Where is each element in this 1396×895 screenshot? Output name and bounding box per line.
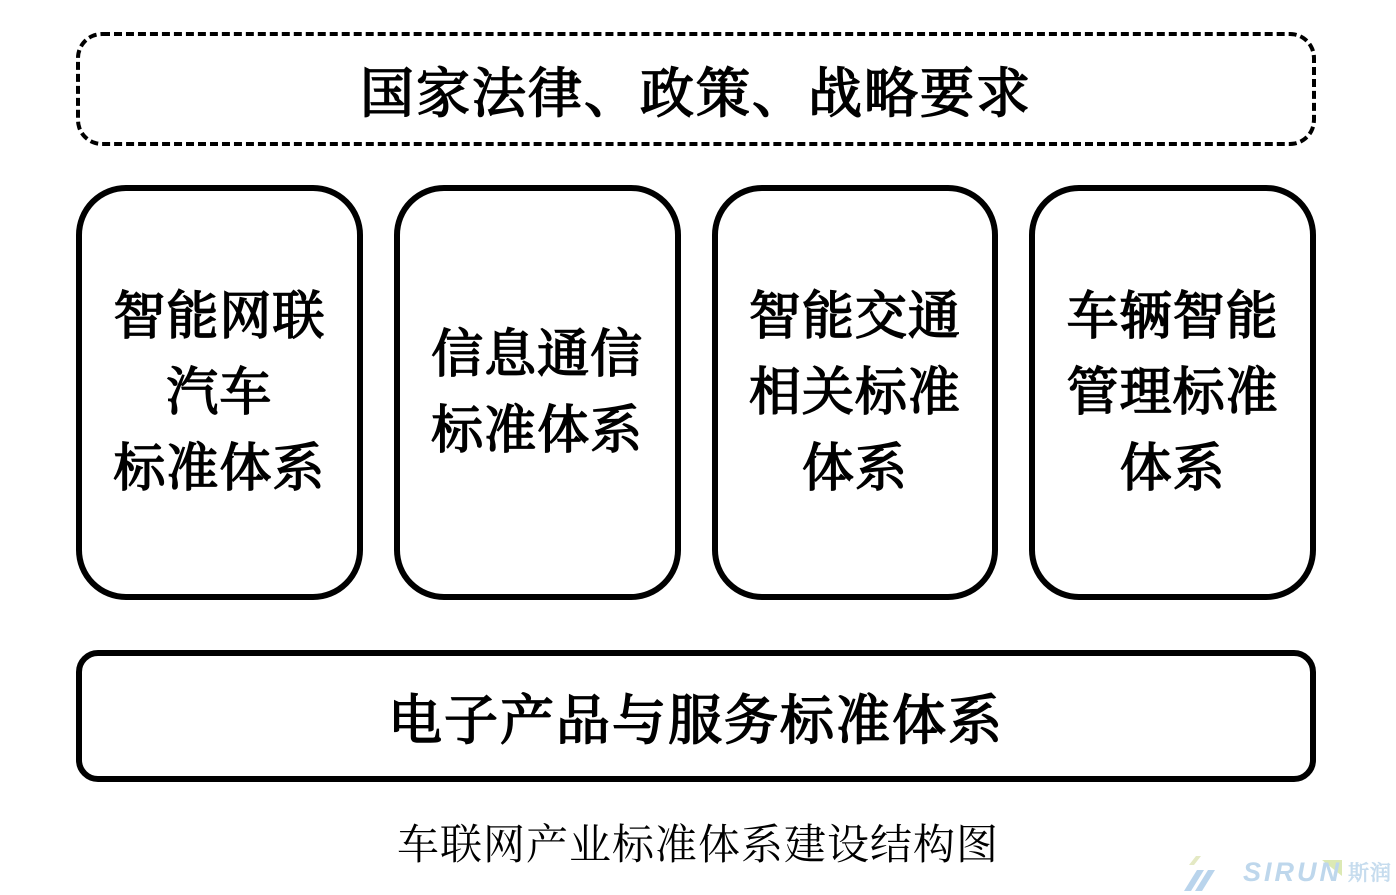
sirun-brand-text — [1243, 857, 1342, 888]
pillar-information-communication-standards — [394, 185, 681, 600]
pillar-label-line: 智能网联 — [113, 287, 326, 346]
pillar-label-line: 相关标准 — [748, 363, 961, 422]
pillar-label-line: 体系 — [1119, 439, 1226, 498]
pillar-label-line: 标准体系 — [113, 439, 326, 498]
pillar-label-line: 标准体系 — [431, 401, 644, 460]
pillar-row — [76, 185, 1316, 600]
pillar-label-line: 车辆智能 — [1066, 287, 1279, 346]
pillar-intelligent-connected-vehicle-standards — [76, 185, 363, 600]
pillar-label-line: 管理标准 — [1066, 363, 1279, 422]
tier-electronic-products-services-standards — [76, 650, 1316, 782]
sirun-watermark — [1177, 851, 1392, 893]
pillar-label-line: 智能交通 — [748, 287, 961, 346]
sirun-slashes-icon — [1177, 851, 1237, 893]
figure-caption: 车联网产业标准体系建设结构图 — [396, 821, 999, 868]
sirun-brand-label: SIRUN — [1242, 856, 1342, 887]
electronic-products-services-label: 电子产品与服务标准体系 — [388, 690, 1004, 751]
tier-national-requirements — [76, 32, 1316, 146]
sirun-brand-chinese: 斯润 — [1348, 862, 1392, 885]
pillar-label-line: 信息通信 — [431, 325, 644, 384]
pillar-intelligent-transport-standards — [712, 185, 999, 600]
pillar-vehicle-intelligent-management-standards — [1029, 185, 1316, 600]
pillar-label-line: 体系 — [801, 439, 908, 498]
pillar-label-line: 汽车 — [166, 363, 273, 422]
national-requirements-label: 国家法律、政策、战略要求 — [360, 63, 1032, 124]
